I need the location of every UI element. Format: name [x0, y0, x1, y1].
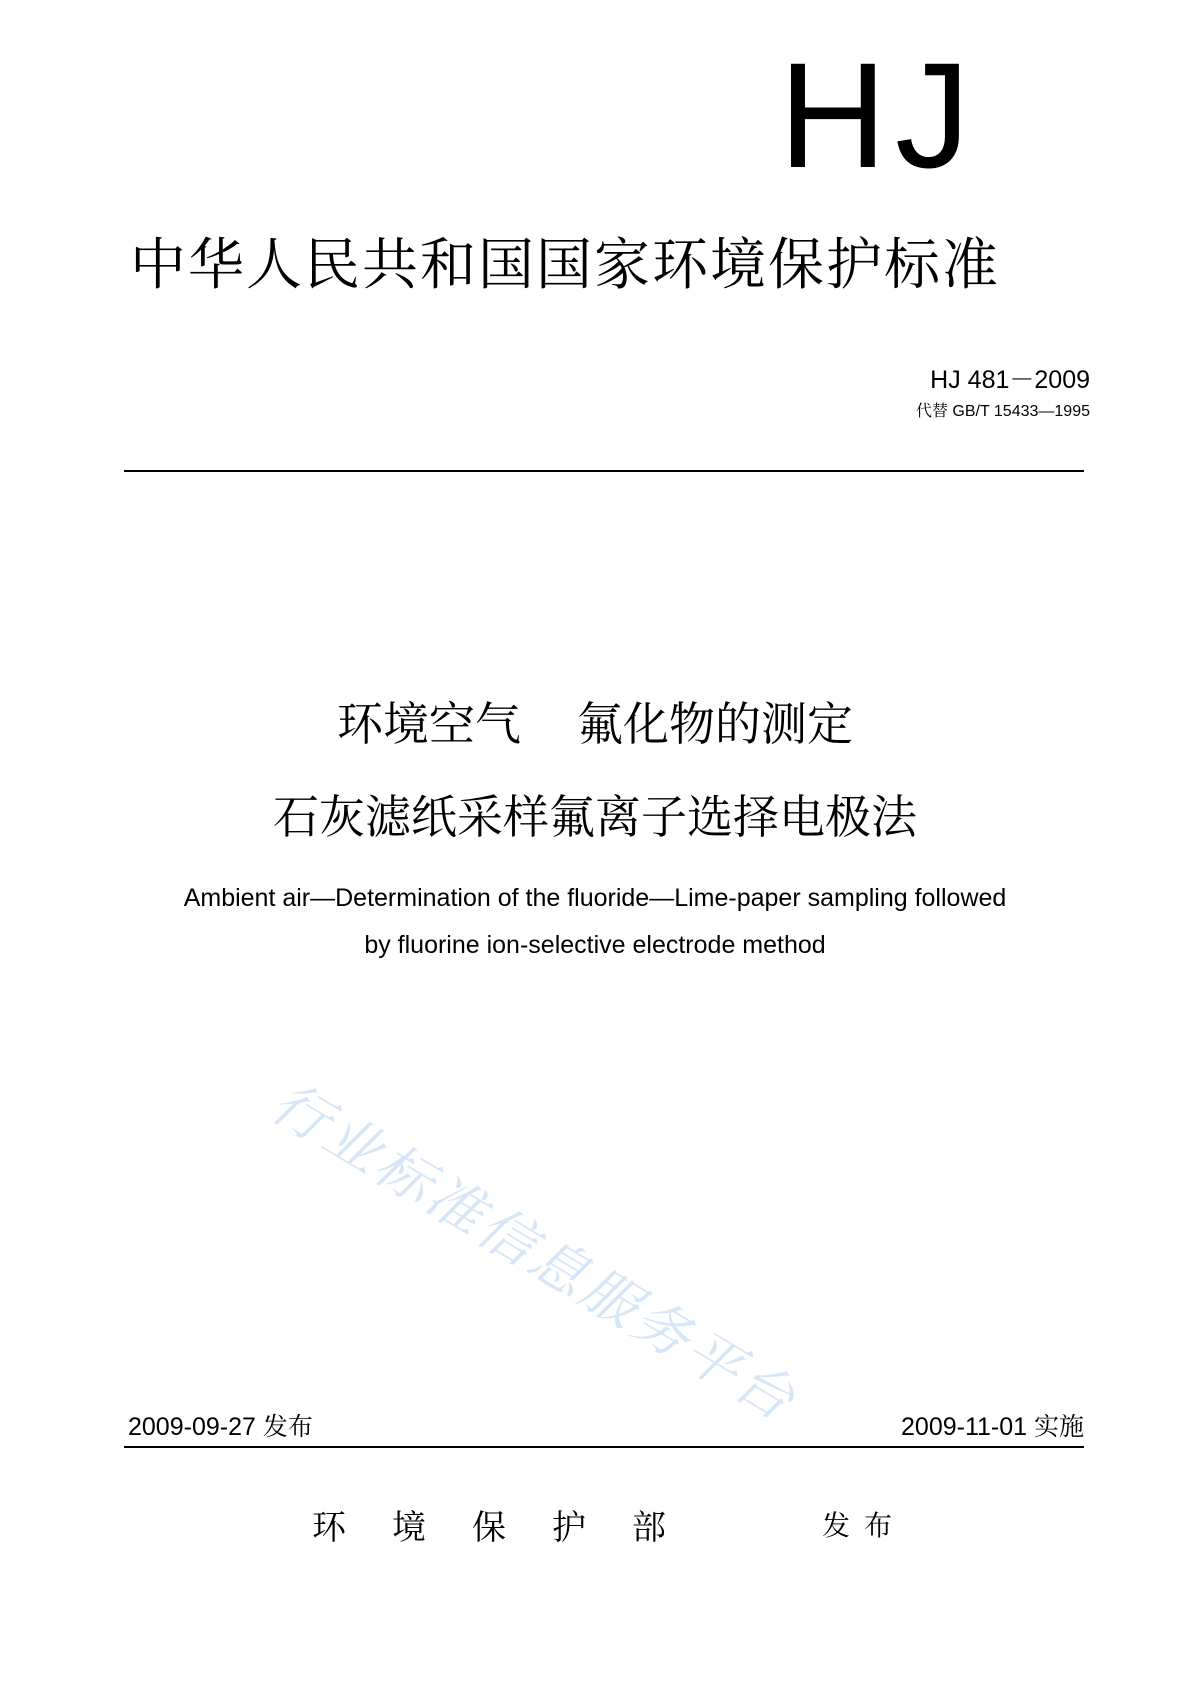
english-title-line-2: by fluorine ion-selective electrode method — [364, 931, 826, 959]
english-title-line-1: Ambient air—Determination of the fluoride—Lime-paper sampling followed — [183, 884, 1007, 912]
bottom-divider — [124, 1446, 1084, 1448]
chinese-title-part-1: 环境空气 — [337, 697, 521, 751]
issuing-authority: 环境保护部 — [312, 1508, 712, 1548]
top-divider — [124, 470, 1084, 472]
standard-number: HJ 481－2009 — [930, 366, 1090, 394]
issue-date: 2009-09-27 发布 — [128, 1413, 313, 1441]
issuing-label: 发布 — [822, 1509, 907, 1542]
standard-logo: HJ — [778, 31, 978, 199]
replaces-standard: 代替 GB/T 15433—1995 — [915, 403, 1090, 420]
chinese-title-line-2: 石灰滤纸采样氟离子选择电极法 — [273, 790, 917, 844]
effective-date: 2009-11-01 实施 — [901, 1413, 1084, 1441]
chinese-title-line-1 — [0, 697, 1190, 752]
national-standard-title: 中华人民共和国国家环境保护标准 — [130, 233, 1000, 298]
watermark: 行业标准信息服务平台 — [260, 1070, 809, 1436]
chinese-title-part-2: 氟化物的测定 — [577, 697, 853, 751]
